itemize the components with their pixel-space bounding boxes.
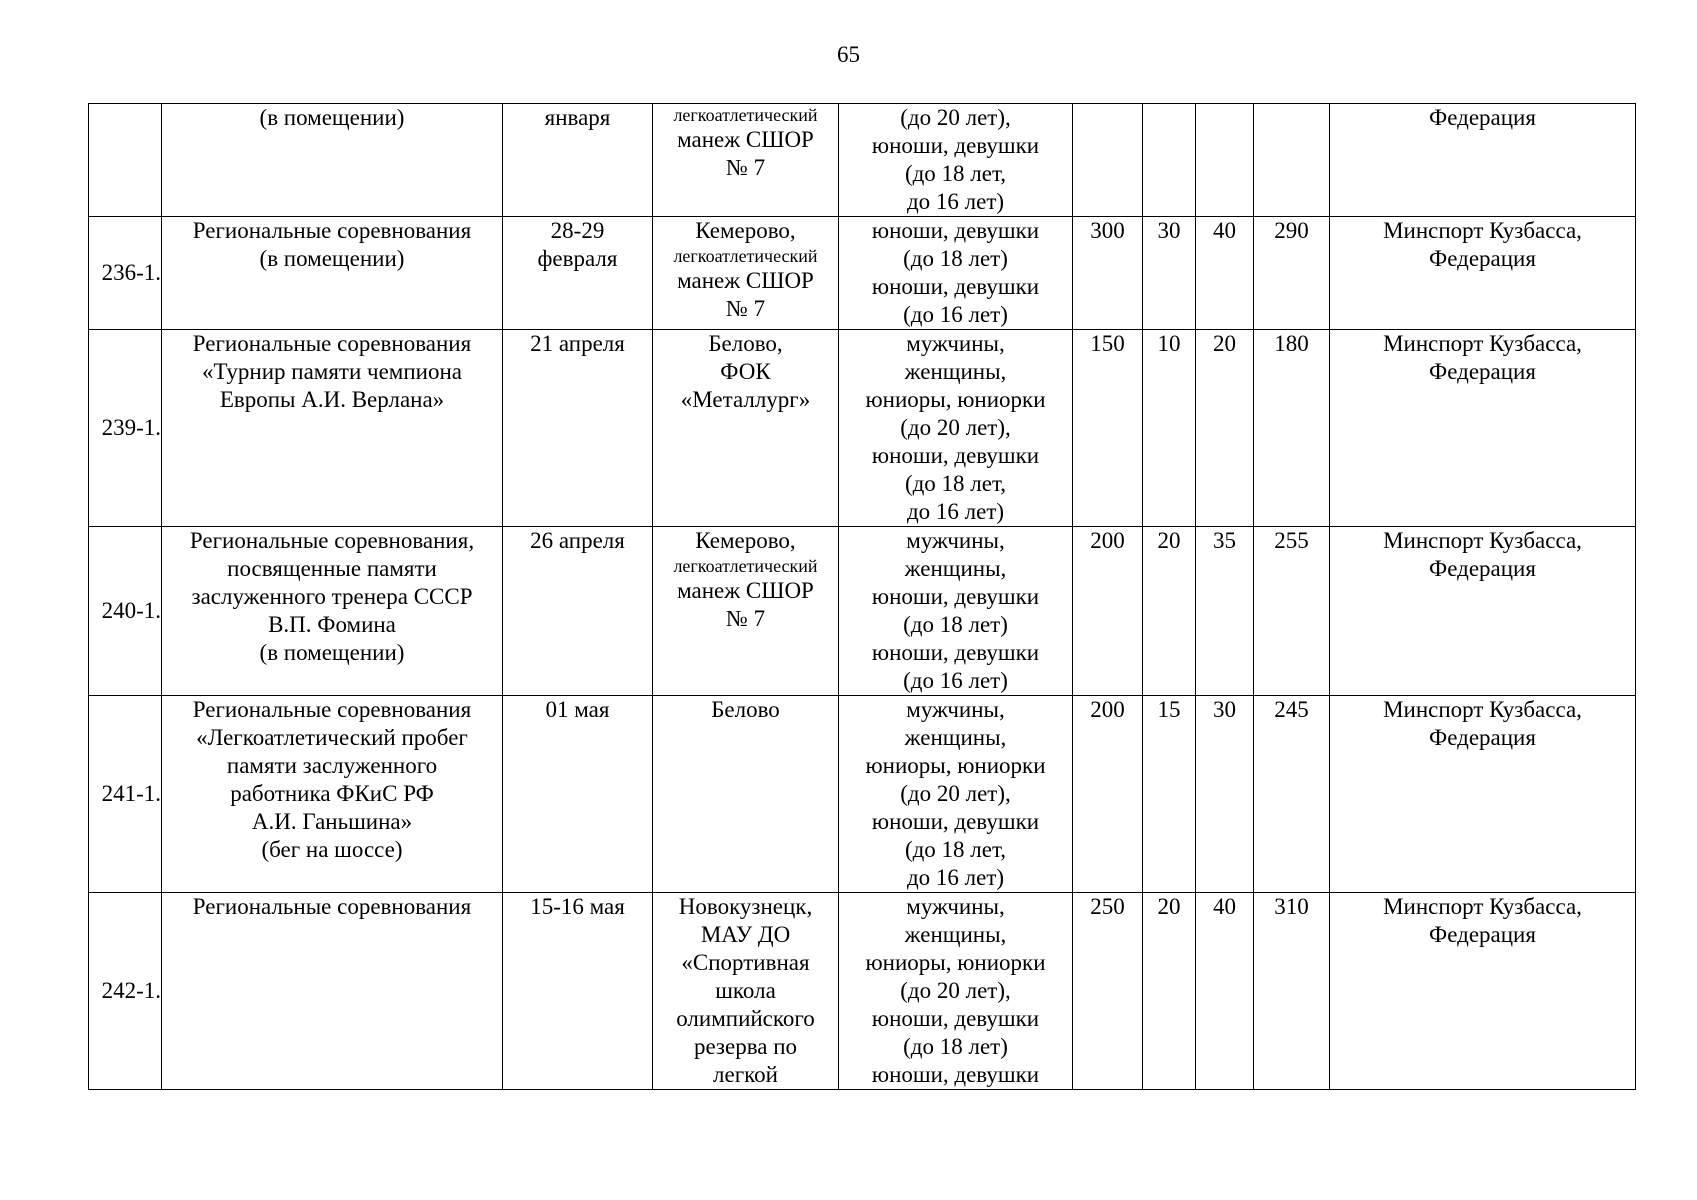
participants-line: (до 18 лет,	[904, 161, 1007, 186]
org-line: Федерация	[1429, 246, 1536, 271]
participants-line: (до 20 лет),	[900, 415, 1011, 440]
c1-value: 150	[1090, 331, 1125, 356]
name-line: Региональные соревнования,	[189, 528, 475, 553]
place-line: манеж СШОР	[677, 127, 814, 152]
event-name-cell	[162, 104, 503, 217]
participants-line: юноши, девушки	[871, 218, 1040, 243]
org-line: Минспорт Кузбасса,	[1383, 331, 1582, 356]
place-line: Белово	[711, 697, 780, 722]
org-line: Федерация	[1429, 105, 1536, 130]
place-line: легкой	[713, 1062, 778, 1087]
place-line: ФОК	[720, 359, 771, 384]
name-line: Региональные соревнования	[192, 331, 472, 356]
event-participants-cell	[839, 330, 1073, 527]
date-line: января	[544, 105, 611, 130]
event-participants-cell	[839, 696, 1073, 893]
participants-count-cell	[1073, 330, 1143, 527]
participants-line: юниоры, юниорки	[865, 753, 1046, 778]
event-participants-cell	[839, 217, 1073, 330]
c1-value: 200	[1090, 528, 1125, 553]
participants-line: (до 16 лет)	[903, 668, 1008, 693]
event-number-cell	[89, 527, 162, 696]
event-number-cell	[89, 330, 162, 527]
c3-value: 20	[1213, 331, 1236, 356]
c3-value: 40	[1213, 894, 1236, 919]
c4-value: 180	[1274, 331, 1309, 356]
participants-line: мужчины,	[906, 528, 1005, 553]
event-number-cell	[89, 217, 162, 330]
participants-line: (до 18 лет,	[904, 837, 1007, 862]
event-date-cell	[503, 104, 653, 217]
date-line: 28-29	[550, 218, 605, 243]
coaches-count-cell	[1196, 330, 1254, 527]
c1-value: 300	[1090, 218, 1125, 243]
date-line: 01 мая	[545, 697, 610, 722]
date-line: 26 апреля	[530, 528, 625, 553]
name-line: посвященные памяти	[227, 556, 437, 581]
event-number-cell	[89, 696, 162, 893]
participants-line: женщины,	[904, 725, 1007, 750]
participants-line: женщины,	[904, 922, 1007, 947]
org-line: Минспорт Кузбасса,	[1383, 894, 1582, 919]
event-name-cell	[162, 330, 503, 527]
place-line: № 7	[725, 296, 766, 321]
judges-count-cell	[1143, 527, 1196, 696]
place-line: Белово,	[708, 331, 783, 356]
name-line: (бег на шоссе)	[261, 837, 403, 862]
c2-value: 30	[1157, 218, 1181, 243]
num-value: 242-1.	[101, 978, 161, 1003]
participants-line: юноши, девушки	[871, 584, 1040, 609]
participants-count-cell	[1073, 104, 1143, 217]
name-line: (в помещении)	[259, 105, 405, 130]
date-line: 15-16 мая	[530, 894, 625, 919]
place-line: легкоатлетический	[673, 246, 818, 266]
participants-line: до 16 лет)	[906, 499, 1005, 524]
participants-line: (до 18 лет)	[903, 612, 1008, 637]
participants-line: (до 20 лет),	[900, 978, 1011, 1003]
place-line: № 7	[725, 155, 766, 180]
participants-line: мужчины,	[906, 331, 1005, 356]
place-line: школа	[715, 978, 776, 1003]
event-date-cell	[503, 893, 653, 1090]
num-value: 236-1.	[101, 260, 161, 285]
event-place-cell	[653, 527, 839, 696]
participants-line: юниоры, юниорки	[865, 950, 1046, 975]
place-line: Кемерово,	[695, 218, 796, 243]
name-line: «Легкоатлетический пробег	[196, 725, 468, 750]
c2-value: 10	[1157, 331, 1181, 356]
organizer-cell	[1330, 527, 1636, 696]
participants-count-cell	[1073, 696, 1143, 893]
judges-count-cell	[1143, 696, 1196, 893]
table-row	[89, 217, 1636, 330]
c2-value: 20	[1157, 894, 1181, 919]
num-value: 241-1.	[101, 781, 161, 806]
c3-value: 30	[1213, 697, 1236, 722]
total-count-cell	[1254, 104, 1330, 217]
org-line: Минспорт Кузбасса,	[1383, 697, 1582, 722]
event-date-cell	[503, 330, 653, 527]
organizer-cell	[1330, 217, 1636, 330]
event-name-cell	[162, 217, 503, 330]
table-row	[89, 696, 1636, 893]
participants-line: мужчины,	[906, 697, 1005, 722]
place-line: «Спортивная	[681, 950, 810, 975]
table-row	[89, 104, 1636, 217]
organizer-cell	[1330, 893, 1636, 1090]
participants-line: женщины,	[904, 359, 1007, 384]
place-line: легкоатлетический	[673, 556, 818, 576]
org-line: Федерация	[1429, 725, 1536, 750]
table-row	[89, 527, 1636, 696]
judges-count-cell	[1143, 330, 1196, 527]
participants-line: юноши, девушки	[871, 1062, 1040, 1087]
place-line: легкоатлетический	[673, 105, 818, 125]
name-line: А.И. Ганьшина»	[251, 809, 413, 834]
name-line: заслуженного тренера СССР	[191, 584, 473, 609]
participants-line: юноши, девушки	[871, 640, 1040, 665]
org-line: Федерация	[1429, 922, 1536, 947]
coaches-count-cell	[1196, 893, 1254, 1090]
org-line: Минспорт Кузбасса,	[1383, 218, 1582, 243]
c4-value: 255	[1274, 528, 1309, 553]
event-number-cell	[89, 893, 162, 1090]
c3-value: 40	[1213, 218, 1236, 243]
participants-line: юноши, девушки	[871, 1006, 1040, 1031]
event-place-cell	[653, 104, 839, 217]
place-line: Новокузнецк,	[678, 894, 813, 919]
table-row	[89, 893, 1636, 1090]
participants-line: (до 18 лет,	[904, 471, 1007, 496]
participants-line: юноши, девушки	[871, 443, 1040, 468]
participants-line: юноши, девушки	[871, 133, 1040, 158]
participants-line: женщины,	[904, 556, 1007, 581]
name-line: (в помещении)	[259, 246, 405, 271]
org-line: Минспорт Кузбасса,	[1383, 528, 1582, 553]
place-line: манеж СШОР	[677, 268, 814, 293]
c1-value: 250	[1090, 894, 1125, 919]
participants-count-cell	[1073, 527, 1143, 696]
num-value: 240-1.	[101, 598, 161, 623]
participants-line: юноши, девушки	[871, 274, 1040, 299]
event-number-cell	[89, 104, 162, 217]
participants-line: до 16 лет)	[906, 189, 1005, 214]
event-place-cell	[653, 330, 839, 527]
participants-line: юноши, девушки	[871, 809, 1040, 834]
participants-line: (до 18 лет)	[903, 246, 1008, 271]
organizer-cell	[1330, 696, 1636, 893]
date-line: 21 апреля	[530, 331, 625, 356]
num-value: 239-1.	[101, 415, 161, 440]
c4-value: 310	[1274, 894, 1309, 919]
participants-count-cell	[1073, 217, 1143, 330]
event-place-cell	[653, 696, 839, 893]
event-place-cell	[653, 893, 839, 1090]
participants-line: (до 16 лет)	[903, 302, 1008, 327]
table-body	[89, 104, 1636, 1090]
place-line: манеж СШОР	[677, 578, 814, 603]
place-line: МАУ ДО	[700, 922, 791, 947]
event-date-cell	[503, 696, 653, 893]
page-number: 65	[837, 42, 860, 67]
judges-count-cell	[1143, 893, 1196, 1090]
events-table	[88, 103, 1636, 1090]
participants-line: (до 20 лет),	[900, 105, 1011, 130]
name-line: «Турнир памяти чемпиона	[202, 359, 462, 384]
judges-count-cell	[1143, 104, 1196, 217]
table-row	[89, 330, 1636, 527]
date-line: февраля	[537, 246, 618, 271]
participants-line: до 16 лет)	[906, 865, 1005, 890]
place-line: олимпийского	[676, 1006, 815, 1031]
c2-value: 20	[1157, 528, 1181, 553]
event-name-cell	[162, 893, 503, 1090]
name-line: Европы А.И. Верлана»	[219, 387, 445, 412]
organizer-cell	[1330, 104, 1636, 217]
participants-line: (до 18 лет)	[903, 1034, 1008, 1059]
total-count-cell	[1254, 330, 1330, 527]
org-line: Федерация	[1429, 359, 1536, 384]
total-count-cell	[1254, 217, 1330, 330]
name-line: Региональные соревнования	[192, 894, 472, 919]
name-line: (в помещении)	[259, 640, 405, 665]
c4-value: 290	[1274, 218, 1309, 243]
event-date-cell	[503, 527, 653, 696]
participants-line: (до 20 лет),	[900, 781, 1011, 806]
c4-value: 245	[1274, 697, 1309, 722]
c1-value: 200	[1090, 697, 1125, 722]
coaches-count-cell	[1196, 217, 1254, 330]
place-line: резерва по	[693, 1034, 798, 1059]
event-participants-cell	[839, 104, 1073, 217]
participants-line: юниоры, юниорки	[865, 387, 1046, 412]
participants-line: мужчины,	[906, 894, 1005, 919]
name-line: памяти заслуженного	[226, 753, 438, 778]
name-line: Региональные соревнования	[192, 697, 472, 722]
place-line: № 7	[725, 606, 766, 631]
c3-value: 35	[1213, 528, 1236, 553]
event-name-cell	[162, 527, 503, 696]
event-place-cell	[653, 217, 839, 330]
total-count-cell	[1254, 696, 1330, 893]
total-count-cell	[1254, 527, 1330, 696]
org-line: Федерация	[1429, 556, 1536, 581]
name-line: В.П. Фомина	[268, 612, 396, 637]
name-line: работника ФКиС РФ	[230, 781, 434, 806]
event-participants-cell	[839, 527, 1073, 696]
total-count-cell	[1254, 893, 1330, 1090]
organizer-cell	[1330, 330, 1636, 527]
event-participants-cell	[839, 893, 1073, 1090]
event-date-cell	[503, 217, 653, 330]
place-line: «Металлург»	[680, 387, 811, 412]
coaches-count-cell	[1196, 696, 1254, 893]
coaches-count-cell	[1196, 527, 1254, 696]
name-line: Региональные соревнования	[192, 218, 472, 243]
event-name-cell	[162, 696, 503, 893]
place-line: Кемерово,	[695, 528, 796, 553]
c2-value: 15	[1157, 697, 1181, 722]
judges-count-cell	[1143, 217, 1196, 330]
participants-count-cell	[1073, 893, 1143, 1090]
coaches-count-cell	[1196, 104, 1254, 217]
